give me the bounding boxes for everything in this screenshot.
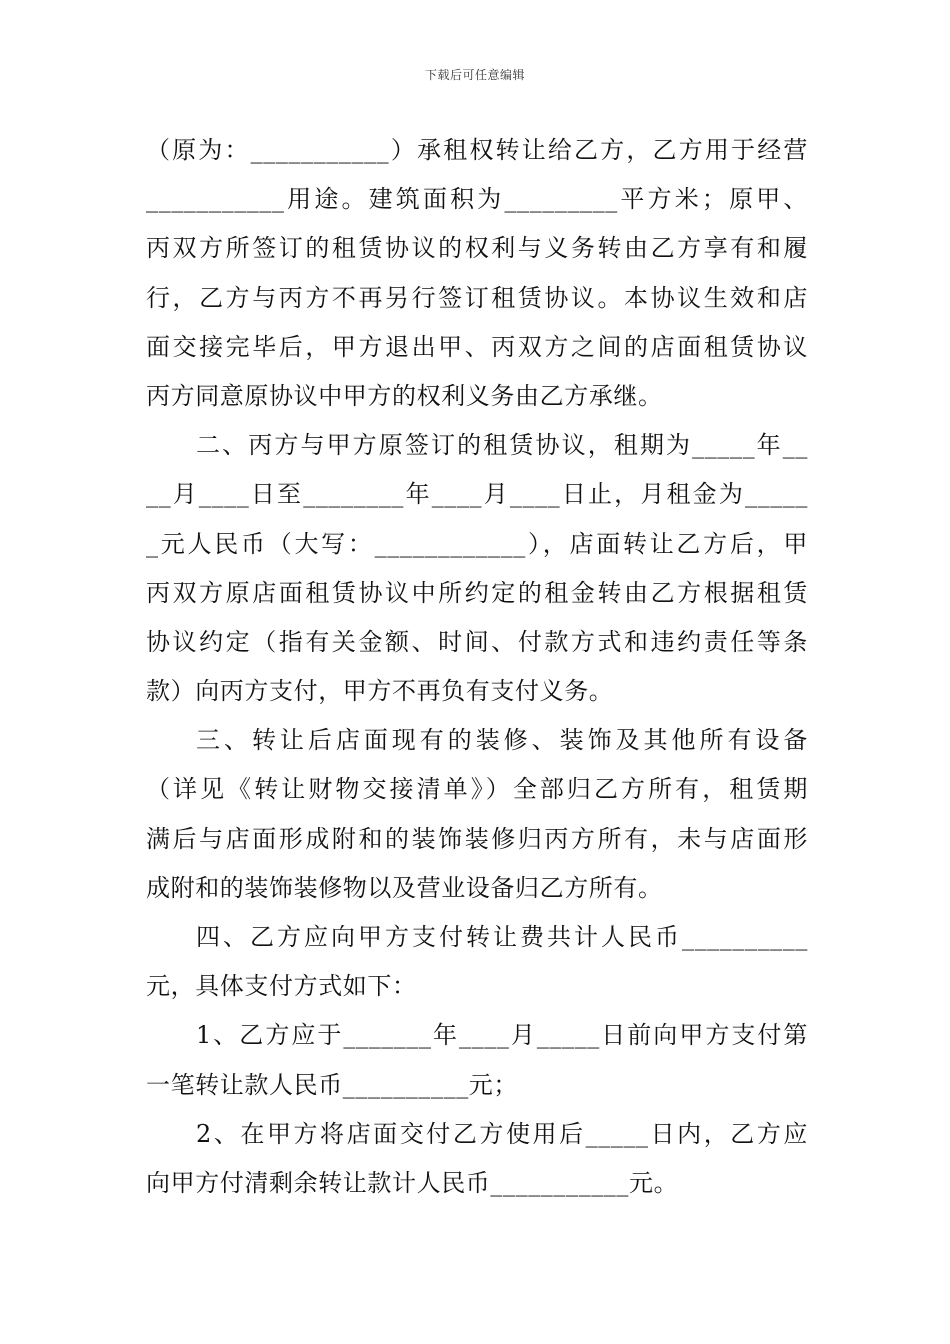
text-line: 二、丙方与甲方原签订的租赁协议，租期为_____年__ [196,431,808,460]
text-line: _元人民币（大写：____________），店面转让乙方后，甲 [146,529,808,558]
text-line: （详见《转让财物交接清单》）全部归乙方所有，租赁期 [146,775,808,804]
text-line: 满后与店面形成附和的装饰装修归丙方所有，未与店面形 [146,824,808,853]
text-line: 行，乙方与丙方不再另行签订租赁协议。本协议生效和店 [146,283,808,312]
text-line: 三、转让后店面现有的装修、装饰及其他所有设备 [196,726,808,755]
text-line: 向甲方付清剩余转让款计人民币___________元。 [146,1168,679,1197]
text-line: （原为：___________）承租权转让给乙方，乙方用于经营 [146,136,808,164]
document-body [146,126,808,1208]
text-line: 元，具体支付方式如下： [146,972,417,1001]
text-line: 成附和的装饰装修物以及营业设备归乙方所有。 [146,873,663,902]
page-header-note: 下载后可任意编辑 [424,68,525,82]
text-line: 丙双方所签订的租赁协议的权利与义务转由乙方享有和履 [146,234,808,263]
text-line: 2、在甲方将店面交付乙方使用后_____日内，乙方应 [196,1119,808,1148]
text-line: 款）向丙方支付，甲方不再负有支付义务。 [146,677,614,706]
text-line: 一笔转让款人民币__________元； [146,1070,518,1099]
text-line: __月____日至________年____月____日止，月租金为_____ [146,480,808,509]
text-line: 面交接完毕后，甲方退出甲、丙双方之间的店面租赁协议 [146,332,808,361]
text-line: 四、乙方应向甲方支付转让费共计人民币__________ [196,923,808,951]
text-line: 协议约定（指有关金额、时间、付款方式和违约责任等条 [146,627,808,656]
text-line: 1、乙方应于_______年____月_____日前向甲方支付第 [196,1021,808,1050]
text-line: 丙方同意原协议中甲方的权利义务由乙方承继。 [146,381,663,410]
text-line: ___________用途。建筑面积为_________平方米；原甲、 [146,185,808,214]
text-line: 丙双方原店面租赁协议中所约定的租金转由乙方根据租赁 [146,578,808,607]
